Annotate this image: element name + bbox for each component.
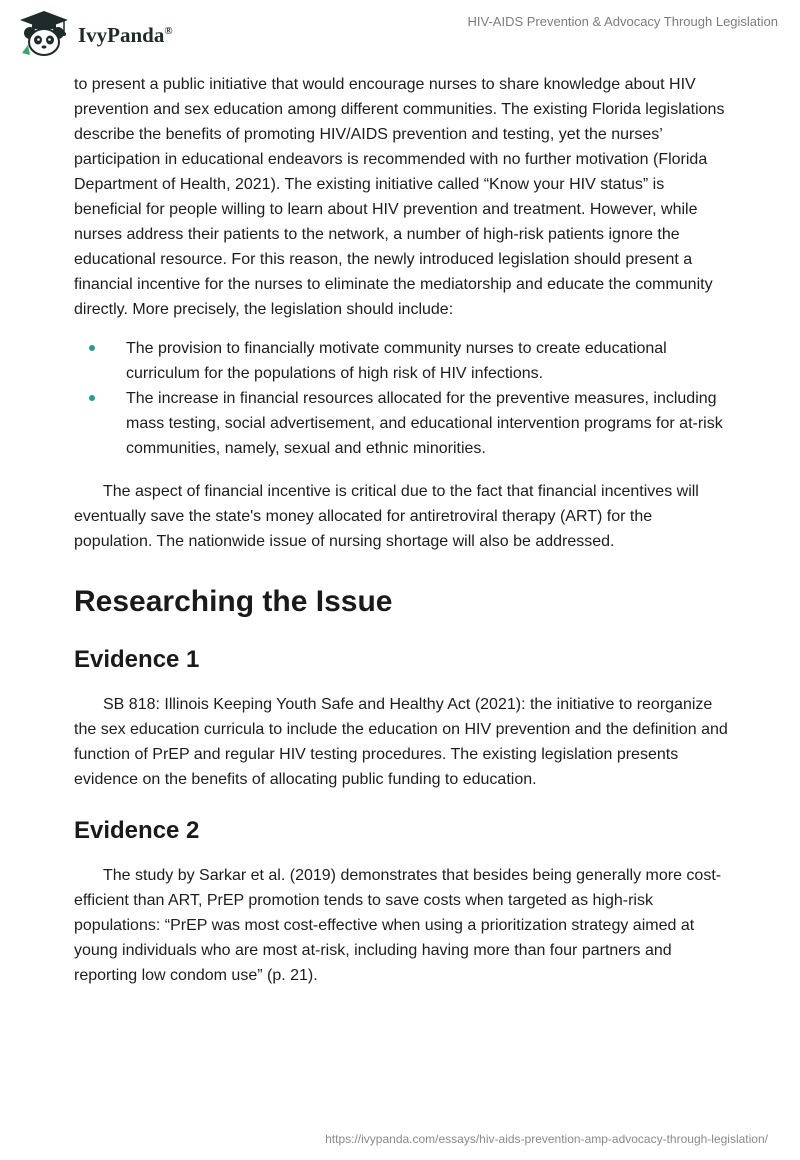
- list-item: [74, 386, 734, 461]
- document-title: HIV-AIDS Prevention & Advocacy Through Legislation: [467, 14, 778, 29]
- section-heading: Researching the Issue: [74, 585, 393, 618]
- page-header: [0, 0, 800, 70]
- brand-name: IvyPanda®: [78, 22, 173, 47]
- evidence-2-heading: Evidence 2: [74, 817, 200, 844]
- bullet-icon: [89, 395, 95, 401]
- essay-body: [74, 72, 734, 988]
- bullet-icon: [89, 345, 95, 351]
- incentive-paragraph: The aspect of financial incentive is critical due to the fact that financial incentives will eventually save the state's money allocated for antiretroviral therapy (ART) for the population. The nationwide issue of nursing shortage will also be addressed.: [74, 483, 699, 550]
- source-url[interactable]: https://ivypanda.com/essays/hiv-aids-prevention-amp-advocacy-through-legislation/: [325, 1132, 768, 1146]
- list-item: [74, 336, 734, 386]
- evidence-1-heading: Evidence 1: [74, 646, 200, 673]
- evidence-2-paragraph: The study by Sarkar et al. (2019) demonstrates that besides being generally more cost-efficient than ART, PrEP promotion tends to save costs when targeted as high-risk populations: “PrEP was most cost-effective when using a prioritization strategy aimed at young individuals who are most at-risk, including having more than four partners and reporting low condom use” (p. 21).: [74, 867, 722, 984]
- list-item-text: The increase in financial resources allocated for the preventive measures, including mass testing, social advertisement, and educational intervention programs for at-risk communities, namely, sexual and ethnic minorities.: [126, 390, 723, 457]
- brand-logo[interactable]: [16, 9, 173, 59]
- legislation-list: [74, 336, 734, 461]
- intro-paragraph: to present a public initiative that would encourage nurses to share knowledge about HIV prevention and sex education among different communities. The existing Florida legislations describe the benefits of promoting HIV/AIDS prevention and testing, yet the nurses’ participation in educational endeavors is recommended with no further motivation (Florida Department of Health, 2021). The existing initiative called “Know your HIV status” is beneficial for people willing to learn about HIV prevention and treatment. However, while nurses address their patients to the network, a number of high-risk patients ignore the educational resource. For this reason, the newly introduced legislation should present a financial incentive for the nurses to eliminate the mediatorship and educate the community directly. More precisely, the legislation should include:: [74, 76, 725, 318]
- evidence-1-paragraph: SB 818: Illinois Keeping Youth Safe and Healthy Act (2021): the initiative to reorganize the sex education curricula to include the education on HIV prevention and the definition and function of PrEP and regular HIV testing procedures. The existing legislation presents evidence on the benefits of allocating public funding to education.: [74, 696, 728, 788]
- panda-graduate-icon: [16, 9, 72, 59]
- list-item-text: The provision to financially motivate community nurses to create educational curriculum for the populations of high risk of HIV infections.: [126, 340, 667, 382]
